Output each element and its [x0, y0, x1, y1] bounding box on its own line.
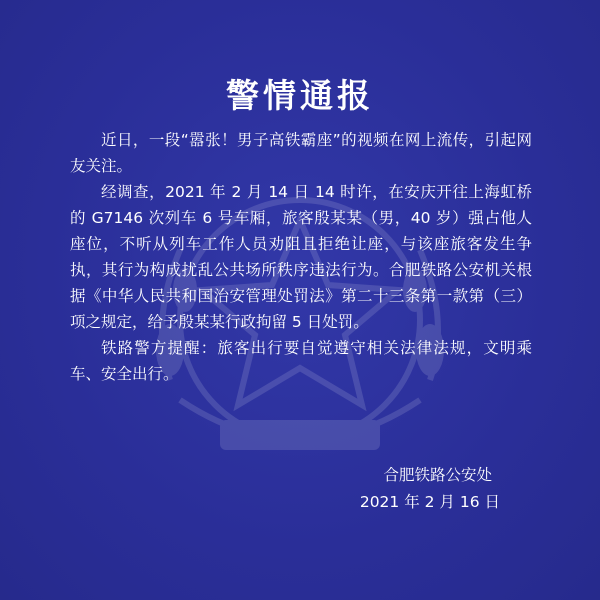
notice-title: 警情通报 [226, 76, 374, 115]
paragraph-intro: 近日，一段“嚣张！男子高铁霸座”的视频在网上流传，引起网友关注。 [70, 131, 532, 175]
paragraph-investigation: 经调查，2021 年 2 月 14 日 14 时许，在安庆开往上海虹桥的 G7146 次列车 6 号车厢，旅客殷某某（男，40 岁）强占他人座位，不听从列车工作人员劝阻且拒绝让座，与该座旅客发生争执，其行为构成扰乱公共场所秩序违法行为。合肥铁路公安机关根据《中华人民共和国治安管理处罚法》第二十三条第一款第（三）项之规定，给予殷某某行政拘留 5 日处罚。 [70, 183, 532, 331]
issuer-name: 合肥铁路公安处 [383, 466, 492, 484]
paragraph-reminder: 铁路警方提醒：旅客出行要自觉遵守相关法律法规，文明乘车、安全出行。 [70, 339, 532, 383]
notice-body [70, 127, 532, 387]
issue-date: 2021 年 2 月 16 日 [359, 493, 500, 511]
signoff [300, 462, 500, 516]
